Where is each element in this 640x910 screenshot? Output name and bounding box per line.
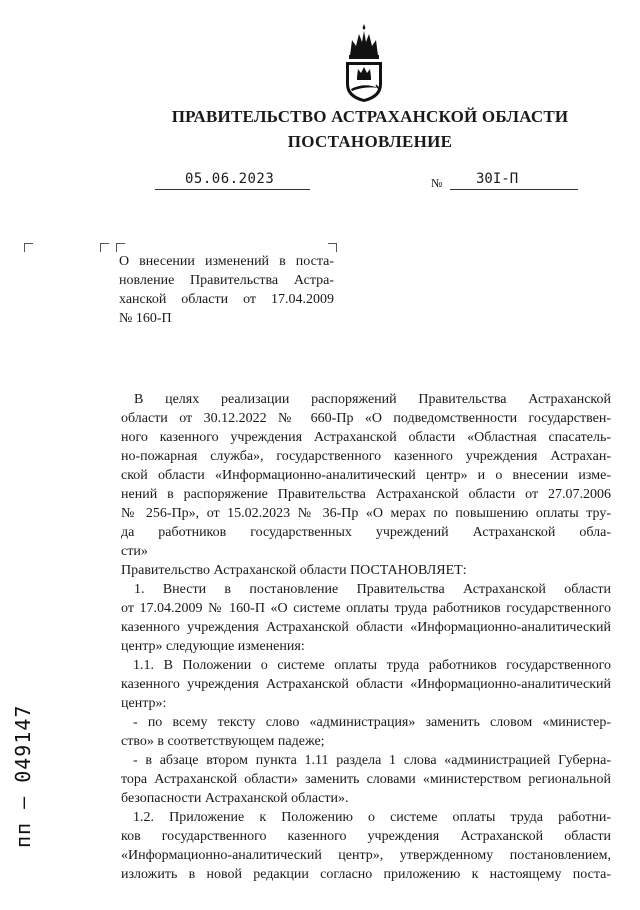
- subject-line: новление Правительства Астра-: [119, 273, 334, 288]
- body-line: 1.2. Приложение к Положению о системе оплаты труда работни-: [133, 810, 611, 825]
- body-line: 1. Внести в постановление Правительства Астраханской области: [134, 582, 611, 597]
- body-line: от 17.04.2009 № 160-П «О системе оплаты труда работников государственного: [121, 601, 611, 616]
- astrakhan-coat-of-arms-icon: [338, 22, 390, 104]
- body-line: № 256-Пр», от 15.02.2023 № 36-Пр «О мерах по повышению оплаты тру-: [121, 506, 611, 521]
- government-title: ПРАВИТЕЛЬСТВО АСТРАХАНСКОЙ ОБЛАСТИ: [171, 107, 569, 126]
- decree-number: 30I-П: [476, 171, 519, 187]
- body-line: ство» в соответствующем падеже;: [121, 734, 325, 749]
- body-line: области от 30.12.2022 № 660-Пр «О подведомственности государствен-: [121, 411, 611, 426]
- decree-title: ПОСТАНОВЛЕНИЕ: [287, 132, 453, 151]
- subject-line: О внесении изменений в поста-: [119, 254, 334, 269]
- body-line: - в абзаце втором пункта 1.11 раздела 1 слова «администрацией Губерна-: [133, 753, 611, 768]
- decree-body: [121, 390, 611, 884]
- body-line: сти»: [121, 544, 148, 559]
- body-line: но-пожарная служба», государственного казенного учреждения Астрахан-: [121, 449, 611, 464]
- side-serial-stamp: пп – 049147: [11, 704, 35, 848]
- corner-mark: [116, 243, 125, 252]
- body-line: безопасности Астраханской области».: [121, 791, 349, 806]
- body-line: да работников государственных учреждений Астраханской обла-: [121, 525, 611, 540]
- corner-mark: [100, 243, 109, 252]
- body-line: центр»:: [121, 696, 167, 711]
- corner-mark: [328, 243, 337, 252]
- decree-subject: [119, 252, 334, 328]
- subject-line: ханской области от 17.04.2009: [119, 292, 334, 307]
- number-underline: [450, 189, 578, 190]
- body-line: тора Астраханской области» заменить словами «министерством региональной: [121, 772, 611, 787]
- body-line: Правительство Астраханской области ПОСТАНОВЛЯЕТ:: [121, 563, 467, 578]
- body-line: 1.1. В Положении о системе оплаты труда работников государственного: [133, 658, 611, 673]
- body-line: - по всему тексту слово «администрация» заменить словом «министер-: [133, 715, 611, 730]
- body-line: ков государственного казенного учреждения Астраханской области: [121, 829, 611, 844]
- body-line: казенного учреждения Астраханской области «Информационно-аналитический: [121, 620, 611, 635]
- body-line: ного казенного учреждения Астраханской области «Областная спасатель-: [121, 430, 611, 445]
- subject-line: № 160-П: [119, 311, 172, 326]
- body-line: В целях реализации распоряжений Правительства Астраханской: [134, 392, 611, 407]
- body-line: казенного учреждения Астраханской области «Информационно-аналитический: [121, 677, 611, 692]
- decree-date: 05.06.2023: [185, 171, 275, 187]
- date-underline: [155, 189, 310, 190]
- body-line: ской области «Информационно-аналитический центр» и о внесении изме-: [121, 468, 611, 483]
- body-line: изложить в новой редакции согласно приложению к настоящему поста-: [121, 867, 611, 882]
- corner-mark: [24, 243, 33, 252]
- body-line: центр» следующие изменения:: [121, 639, 305, 654]
- body-line: нений в распоряжение Правительства Астраханской области от 27.07.2006: [121, 487, 611, 502]
- body-line: «Информационно-аналитический центр», утвержденному постановлением,: [121, 848, 611, 863]
- number-label: №: [431, 176, 443, 190]
